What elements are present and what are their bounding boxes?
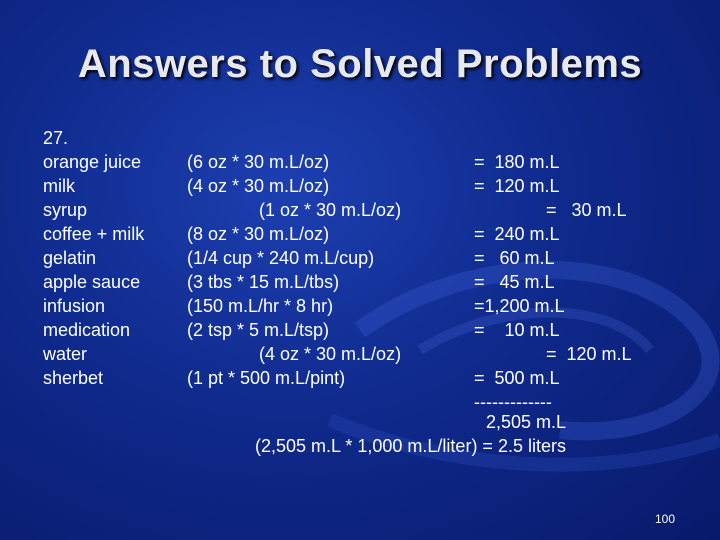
- calculation: (1/4 cup * 240 m.L/cup): [187, 248, 375, 268]
- result: = 120 m.L: [546, 344, 632, 364]
- item-label: gelatin: [43, 248, 97, 268]
- total-result: 2,505 m.L: [486, 412, 567, 432]
- item-label: orange juice: [43, 152, 142, 172]
- calculation: (1 oz * 30 m.L/oz): [259, 200, 402, 220]
- item-label: apple sauce: [43, 272, 141, 292]
- liter-conversion: (2,505 m.L * 1,000 m.L/liter) = 2.5 liters: [255, 436, 566, 456]
- result: = 120 m.L: [474, 176, 560, 196]
- calculation: (6 oz * 30 m.L/oz): [187, 152, 330, 172]
- calculation: (8 oz * 30 m.L/oz): [187, 224, 330, 244]
- calculation: (4 oz * 30 m.L/oz): [259, 344, 402, 364]
- item-label: syrup: [43, 200, 88, 220]
- result: = 60 m.L: [474, 248, 555, 268]
- item-label: infusion: [43, 296, 106, 316]
- item-label: milk: [43, 176, 75, 196]
- item-label: medication: [43, 320, 131, 340]
- result: = 500 m.L: [474, 368, 560, 388]
- slide-title: Answers to Solved Problems: [77, 42, 643, 86]
- result: = 30 m.L: [546, 200, 627, 220]
- calculation: (150 m.L/hr * 8 hr): [187, 296, 334, 316]
- result: = 10 m.L: [474, 320, 560, 340]
- result: = 45 m.L: [474, 272, 555, 292]
- calculation: (4 oz * 30 m.L/oz): [187, 176, 330, 196]
- item-label: sherbet: [43, 368, 104, 388]
- calculation: (3 tbs * 15 m.L/tbs): [187, 272, 340, 292]
- item-label: coffee + milk: [43, 224, 145, 244]
- calculation: (1 pt * 500 m.L/pint): [187, 368, 346, 388]
- calculation: (2 tsp * 5 m.L/tsp): [187, 320, 330, 340]
- item-label: water: [43, 344, 88, 364]
- result: = 180 m.L: [474, 152, 560, 172]
- result: = 240 m.L: [474, 224, 560, 244]
- sum-separator: -------------: [474, 392, 552, 412]
- problem-number: 27.: [43, 128, 69, 148]
- page-number: 100: [655, 512, 676, 526]
- result: =1,200 m.L: [474, 296, 565, 316]
